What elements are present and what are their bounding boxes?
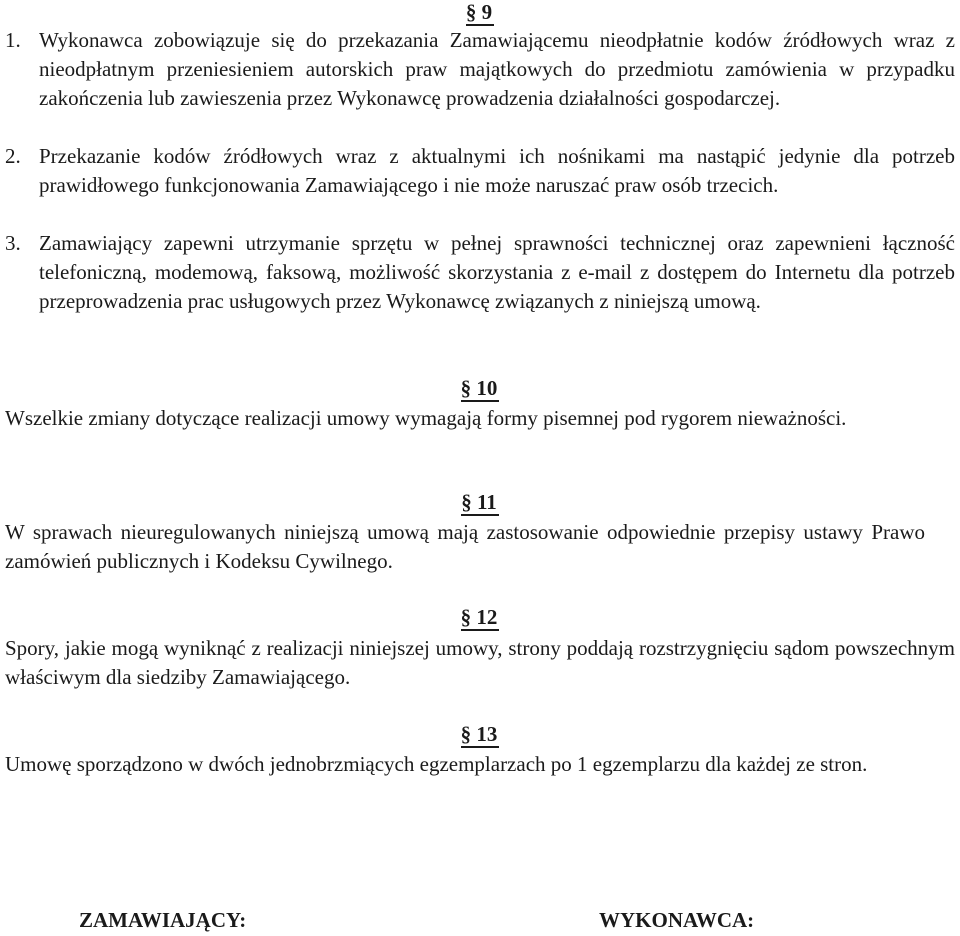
item-number: 1.	[5, 28, 21, 52]
numbered-item-3	[5, 229, 955, 316]
section-number: 9	[481, 0, 493, 24]
section-number: 11	[476, 490, 497, 514]
numbered-item-2	[5, 142, 955, 200]
section-sign: §	[460, 376, 472, 400]
item-number: 2.	[5, 144, 21, 168]
item-text: Zamawiający zapewni utrzymanie sprzętu w pełnej sprawności technicznej oraz zapewnieni łączność telefoniczną, modemową, faksową, możliwość skorzystania z e-mail z dostępem do Internetu dla potrzeb przeprowadzenia prac usługowych przez Wykonawcę związanych z niniejszą umową.	[39, 231, 955, 313]
section-heading-9	[0, 0, 960, 26]
section-sign: §	[460, 605, 472, 629]
section-10-text: Wszelkie zmiany dotyczące realizacji umowy wymagają formy pisemnej pod rygorem nieważności.	[5, 406, 847, 430]
section-number: 12	[476, 605, 498, 629]
section-12-text: Spory, jakie mogą wyniknąć z realizacji niniejszej umowy, strony poddają rozstrzygnięciu sądom powszechnym właściwym dla siedziby Zamawiającego.	[5, 636, 955, 689]
section-13-text: Umowę sporządzono w dwóch jednobrzmiących egzemplarzach po 1 egzemplarzu dla każdej ze stron.	[5, 752, 868, 776]
section-heading-13	[0, 722, 960, 748]
numbered-item-1	[5, 26, 955, 113]
section-heading-10	[0, 376, 960, 402]
item-number: 3.	[5, 231, 21, 255]
item-text: Przekazanie kodów źródłowych wraz z aktualnymi ich nośnikami ma nastąpić jedynie dla potrzeb prawidłowego funkcjonowania Zamawiającego i nie może naruszać praw osób trzecich.	[39, 144, 955, 197]
section-11-text: W sprawach nieuregulowanych niniejszą umową mają zastosowanie odpowiednie przepisy ustawy Prawo zamówień publicznych i Kodeksu Cywilnego.	[5, 520, 925, 573]
item-text: Wykonawca zobowiązuje się do przekazania Zamawiającemu nieodpłatnie kodów źródłowych wraz z nieodpłatnym przeniesieniem autorskich praw majątkowych do przedmiotu zamówienia w przypadku zakończenia lub zawieszenia przez Wykonawcę prowadzenia działalności gospodarczej.	[39, 28, 955, 110]
section-heading-12	[0, 605, 960, 631]
section-sign: §	[461, 490, 472, 514]
section-heading-11	[0, 490, 960, 516]
section-sign: §	[460, 722, 472, 746]
signature-wykonawca: WYKONAWCA:	[599, 908, 755, 932]
section-sign: §	[465, 0, 477, 24]
signature-zamawiajacy: ZAMAWIAJĄCY:	[79, 908, 247, 932]
section-number: 10	[476, 376, 498, 400]
section-number: 13	[476, 722, 498, 746]
